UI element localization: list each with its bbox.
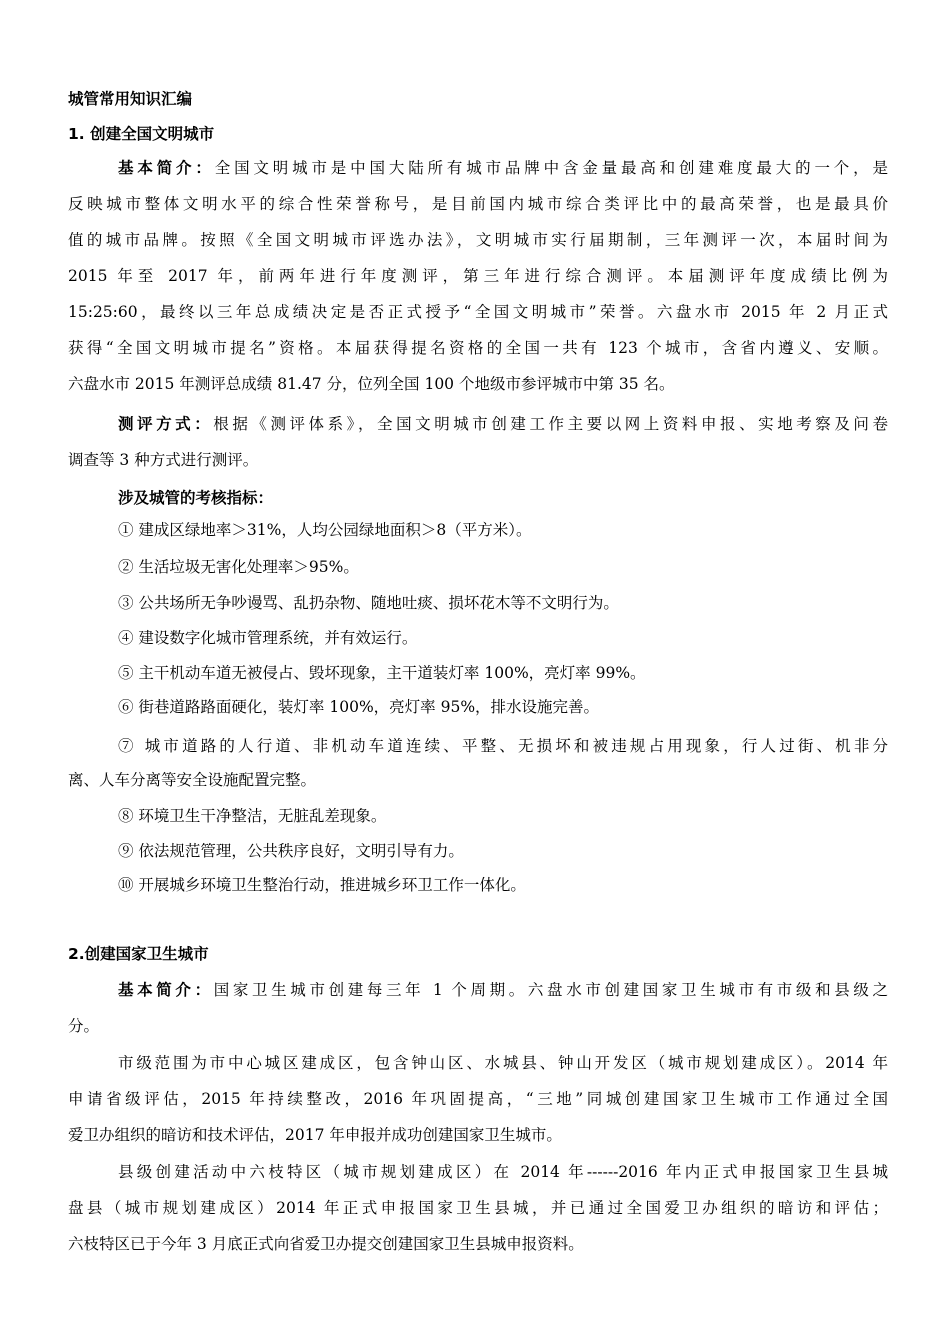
section-2-para2-line-2: 申请省级评估，2015 年持续整改，2016 年巩固提高，“三地”同城创建国家卫生城市工作通过全国 — [68, 1090, 888, 1108]
intro-label: 基本简介： — [118, 158, 215, 177]
indicator-item: ⑦ 城市道路的人行道、非机动车道连续、平整、无损坏和被违规占用现象，行人过街、机非分 — [118, 737, 888, 755]
section-2-para3-line-3: 六枝特区已于今年 3 月底正式向省爱卫办提交创建国家卫生县城申报资料。 — [68, 1235, 584, 1253]
section-1-intro-line-1 — [118, 158, 888, 178]
indicator-item: ⑥ 街巷道路路面硬化，装灯率 100%，亮灯率 95%，排水设施完善。 — [118, 698, 600, 716]
indicator-item: ⑤ 主干机动车道无被侵占、毁坏现象，主干道装灯率 100%，亮灯率 99%。 — [118, 664, 646, 682]
section-2-para2-line-1: 市级范围为市中心城区建成区，包含钟山区、水城县、钟山开发区（城市规划建成区）。2014 年 — [118, 1054, 888, 1072]
indicator-item-continued: 离、人车分离等安全设施配置完整。 — [68, 771, 317, 789]
section-1-method-line-1 — [118, 414, 888, 434]
method-label: 测评方式： — [118, 414, 214, 433]
section-2-intro-line-1 — [118, 980, 888, 1000]
section-1-intro-line-6: 获得“全国文明城市提名”资格。本届获得提名资格的全国一共有 123 个城市，含省内遵义、安顺。 — [68, 339, 888, 357]
section-2-heading: 2.创建国家卫生城市 — [68, 945, 209, 963]
indicator-item: ⑧ 环境卫生干净整洁，无脏乱差现象。 — [118, 807, 387, 825]
section-2-para3-line-1: 县级创建活动中六枝特区（城市规划建成区）在 2014 年------2016 年内正式申报国家卫生县城 — [118, 1163, 888, 1181]
intro-label: 基本简介： — [118, 980, 214, 999]
section-2-para3-line-2: 盘县（城市规划建成区）2014 年正式申报国家卫生县城，并已通过全国爱卫办组织的暗访和评估； — [68, 1199, 888, 1217]
section-1-method-line-2: 调查等 3 种方式进行测评。 — [68, 451, 259, 469]
indicator-item: ② 生活垃圾无害化处理率＞95%。 — [118, 558, 359, 576]
section-1-intro-line-4: 2015 年至 2017 年，前两年进行年度测评，第三年进行综合测评。本届测评年度成绩比例为 — [68, 267, 888, 285]
section-1-heading: 1. 创建全国文明城市 — [68, 125, 215, 143]
indicator-item: ① 建成区绿地率＞31%，人均公园绿地面积＞8（平方米）。 — [118, 521, 532, 539]
indicator-item: ③ 公共场所无争吵谩骂、乱扔杂物、随地吐痰、损坏花木等不文明行为。 — [118, 594, 619, 612]
section-1-intro-line-7: 六盘水市 2015 年测评总成绩 81.47 分，位列全国 100 个地级市参评城市中第 35 名。 — [68, 375, 675, 393]
section-1-intro-line-2: 反映城市整体文明水平的综合性荣誉称号，是目前国内城市综合类评比中的最高荣誉，也是最具价 — [68, 195, 888, 213]
indicators-label: 涉及城管的考核指标： — [118, 488, 274, 507]
document-title: 城管常用知识汇编 — [68, 90, 193, 108]
indicator-item: ⑨ 依法规范管理，公共秩序良好，文明引导有力。 — [118, 842, 464, 860]
section-1-intro-line-5: 15:25:60，最终以三年总成绩决定是否正式授予“全国文明城市”荣誉。六盘水市 2015 年 2 月正式 — [68, 303, 888, 321]
indicator-item: ⑩ 开展城乡环境卫生整治行动，推进城乡环卫工作一体化。 — [118, 876, 526, 894]
indicator-item: ④ 建设数字化城市管理系统，并有效运行。 — [118, 629, 418, 647]
section-1-intro-line-3: 值的城市品牌。按照《全国文明城市评选办法》，文明城市实行届期制，三年测评一次，本届时间为 — [68, 231, 888, 249]
intro-text: 全国文明城市是中国大陆所有城市品牌中含金量最高和创建难度最大的一个，是 — [214, 159, 888, 177]
section-2-para2-line-3: 爱卫办组织的暗访和技术评估，2017 年申报并成功创建国家卫生城市。 — [68, 1126, 562, 1144]
intro-text: 国家卫生城市创建每三年 1 个周期。六盘水市创建国家卫生城市有市级和县级之 — [213, 981, 888, 999]
method-text: 根据《测评体系》，全国文明城市创建工作主要以网上资料申报、实地考察及问卷 — [213, 415, 888, 433]
section-2-intro-line-2: 分。 — [68, 1017, 100, 1035]
